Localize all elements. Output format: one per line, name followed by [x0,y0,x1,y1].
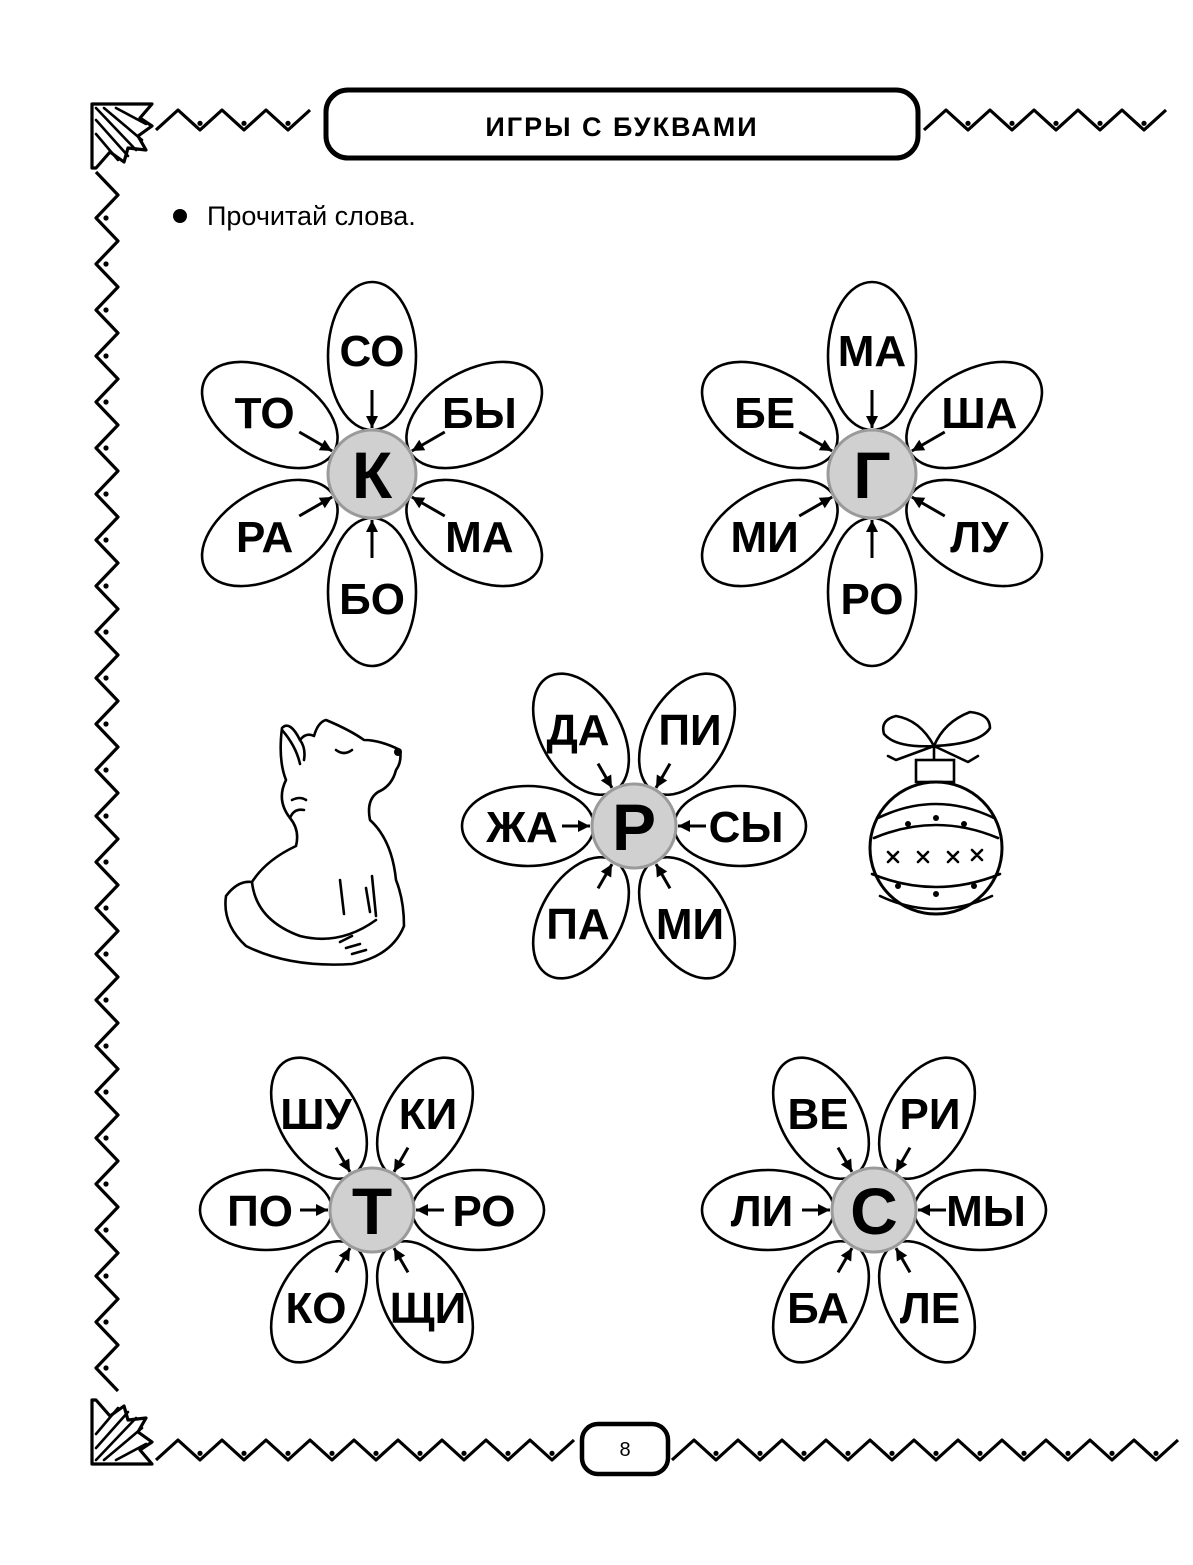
petal-syllable: РИ [899,1090,961,1140]
petal-syllable: ТО [234,389,295,438]
page-title: ИГРЫ С БУКВАМИ [485,112,759,142]
petal-syllable: ЩИ [389,1283,467,1333]
petal-syllable: ПИ [658,706,722,756]
petal-syllable: СЫ [708,803,784,852]
petal-syllable: МА [445,513,514,562]
bullet-icon [173,209,187,223]
instruction-text: Прочитай слова. [207,201,416,231]
petal-syllable: КО [285,1283,347,1333]
petal-syllable: ЛЕ [899,1283,961,1333]
petal-syllable: БЕ [734,389,796,438]
petal-syllable: МЫ [946,1187,1026,1236]
flower-s [702,1041,1046,1379]
petal-syllable: ШУ [280,1090,352,1140]
center-letter: Т [351,1174,393,1248]
center-letter: К [351,438,393,512]
petal-syllable: ДА [546,706,610,756]
corner-ornament-top-icon [92,104,152,168]
petal-syllable: БО [339,575,405,624]
center-letter: Г [853,438,891,512]
petal-syllable: ША [941,389,1018,438]
petal-syllable: МА [837,327,907,376]
petal-syllable: РО [452,1187,516,1236]
christmas-ornament-icon [870,712,1002,914]
petal-syllable: БА [787,1283,849,1333]
petal-syllable: ПА [546,899,610,949]
flower-r [462,657,806,995]
petal-syllable: РА [235,513,294,562]
petal-syllable: МИ [655,899,725,949]
petal-syllable: БЫ [442,389,517,438]
fox-icon [225,720,404,965]
petal-syllable: ВЕ [787,1090,849,1140]
page-number: 8 [619,1439,631,1461]
flower-k [184,282,561,666]
petal-syllable: ЖА [486,803,558,852]
petal-syllable: СО [339,327,405,376]
petal-syllable: КИ [398,1090,458,1140]
page-number-badge [582,1424,668,1474]
corner-ornament-bottom-icon [92,1400,152,1464]
petal-syllable: ЛИ [730,1187,794,1236]
center-letter: С [850,1174,898,1248]
petal-syllable: МИ [730,513,799,562]
flower-g [684,282,1061,666]
petal-syllable: ЛУ [950,513,1009,562]
flower-t [200,1041,544,1379]
title-banner [326,90,918,158]
center-letter: Р [611,790,657,864]
petal-syllable: РО [840,575,904,624]
petal-syllable: ПО [227,1187,293,1236]
